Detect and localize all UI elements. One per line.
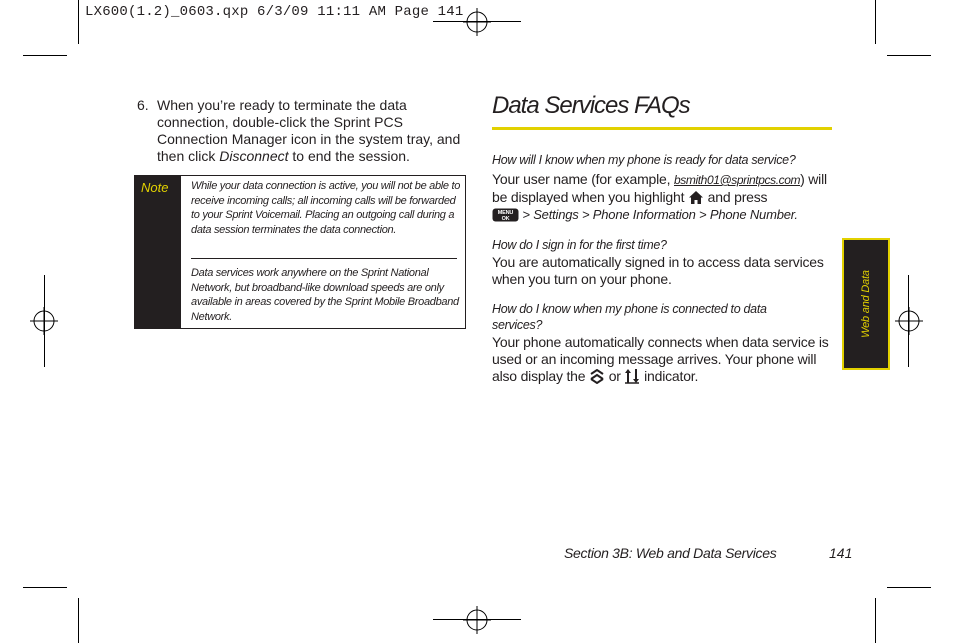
section-side-tab	[842, 238, 890, 370]
registration-mark-bottom	[463, 606, 491, 634]
note-label: Note	[141, 180, 169, 195]
faq-answer-3-text-b: indicator.	[640, 368, 699, 384]
faq-answer-2: You are automatically signed in to access data services when you turn on your phone.	[492, 254, 824, 287]
faq-answer-3	[492, 334, 837, 385]
home-icon	[688, 190, 704, 205]
reg-line-left	[44, 275, 45, 367]
title-rule	[492, 127, 832, 130]
step-text	[157, 97, 467, 165]
faq-question-2: How do I sign in for the first time?	[492, 238, 667, 252]
registration-mark-top	[463, 8, 491, 36]
faq-question-3: How do I know when my phone is connected to data services?	[492, 302, 767, 332]
ok-key-text: OK	[501, 216, 510, 222]
reg-line-right	[908, 275, 909, 367]
faq-answer-3-text-or: or	[605, 368, 625, 384]
footer-page-number: 141	[829, 545, 853, 561]
note-paragraph-2: Data services work anywhere on the Sprint National Network, but broadband-like download speeds are only available in areas covered by the Sprint Mobile Broadband Network.	[191, 267, 459, 324]
faq-answer-1-text-c: and press	[703, 189, 768, 205]
disconnect-term: Disconnect	[219, 148, 289, 164]
note-divider	[191, 258, 457, 259]
reg-line-bottom	[433, 619, 521, 620]
registration-mark-right	[895, 307, 923, 335]
footer-section-label: Section 3B: Web and Data Services	[564, 545, 777, 561]
note-box	[134, 175, 466, 329]
print-slug: LX600(1.2)_0603.qxp 6/3/09 11:11 AM Page 141	[85, 4, 464, 20]
step-text-before: When you’re ready to terminate the data connection, double-click the Sprint PCS Connection Manager icon in the system tray, and then click	[157, 97, 461, 164]
menu-key-text: MENU	[497, 210, 514, 216]
step-text-after: to end the session.	[288, 148, 410, 164]
faq-answer-1-text-a: Your user name (for example,	[492, 171, 674, 187]
step-number: 6.	[137, 97, 149, 113]
reg-line-top	[433, 21, 521, 22]
example-email: bsmith01@sprintpcs.com	[674, 173, 801, 187]
data-dormant-icon	[624, 368, 640, 384]
section-title: Data Services FAQs	[492, 92, 690, 119]
note-label-column	[135, 176, 181, 328]
faq-answer-3-text-a: Your phone automatically connects when data service is used or an incoming message arrives. Your phone will also display the	[492, 334, 829, 384]
faq-question-1: How will I know when my phone is ready for data service?	[492, 153, 796, 167]
faq-answer-1	[492, 171, 837, 223]
side-tab-label: Web and Data	[860, 270, 872, 338]
settings-path: > Settings > Phone Information > Phone Number.	[519, 207, 798, 222]
faq-answer-1-text-b: ) will be displayed when you highlight	[492, 171, 827, 205]
data-activity-icon	[589, 369, 605, 384]
note-paragraph-1: While your data connection is active, you will not be able to receive incoming calls; all incoming calls will be forwarded to your Sprint Voicemail. Placing an outgoing call during a data session terminates the data connection.	[191, 180, 461, 237]
menu-ok-key-icon	[492, 208, 519, 222]
